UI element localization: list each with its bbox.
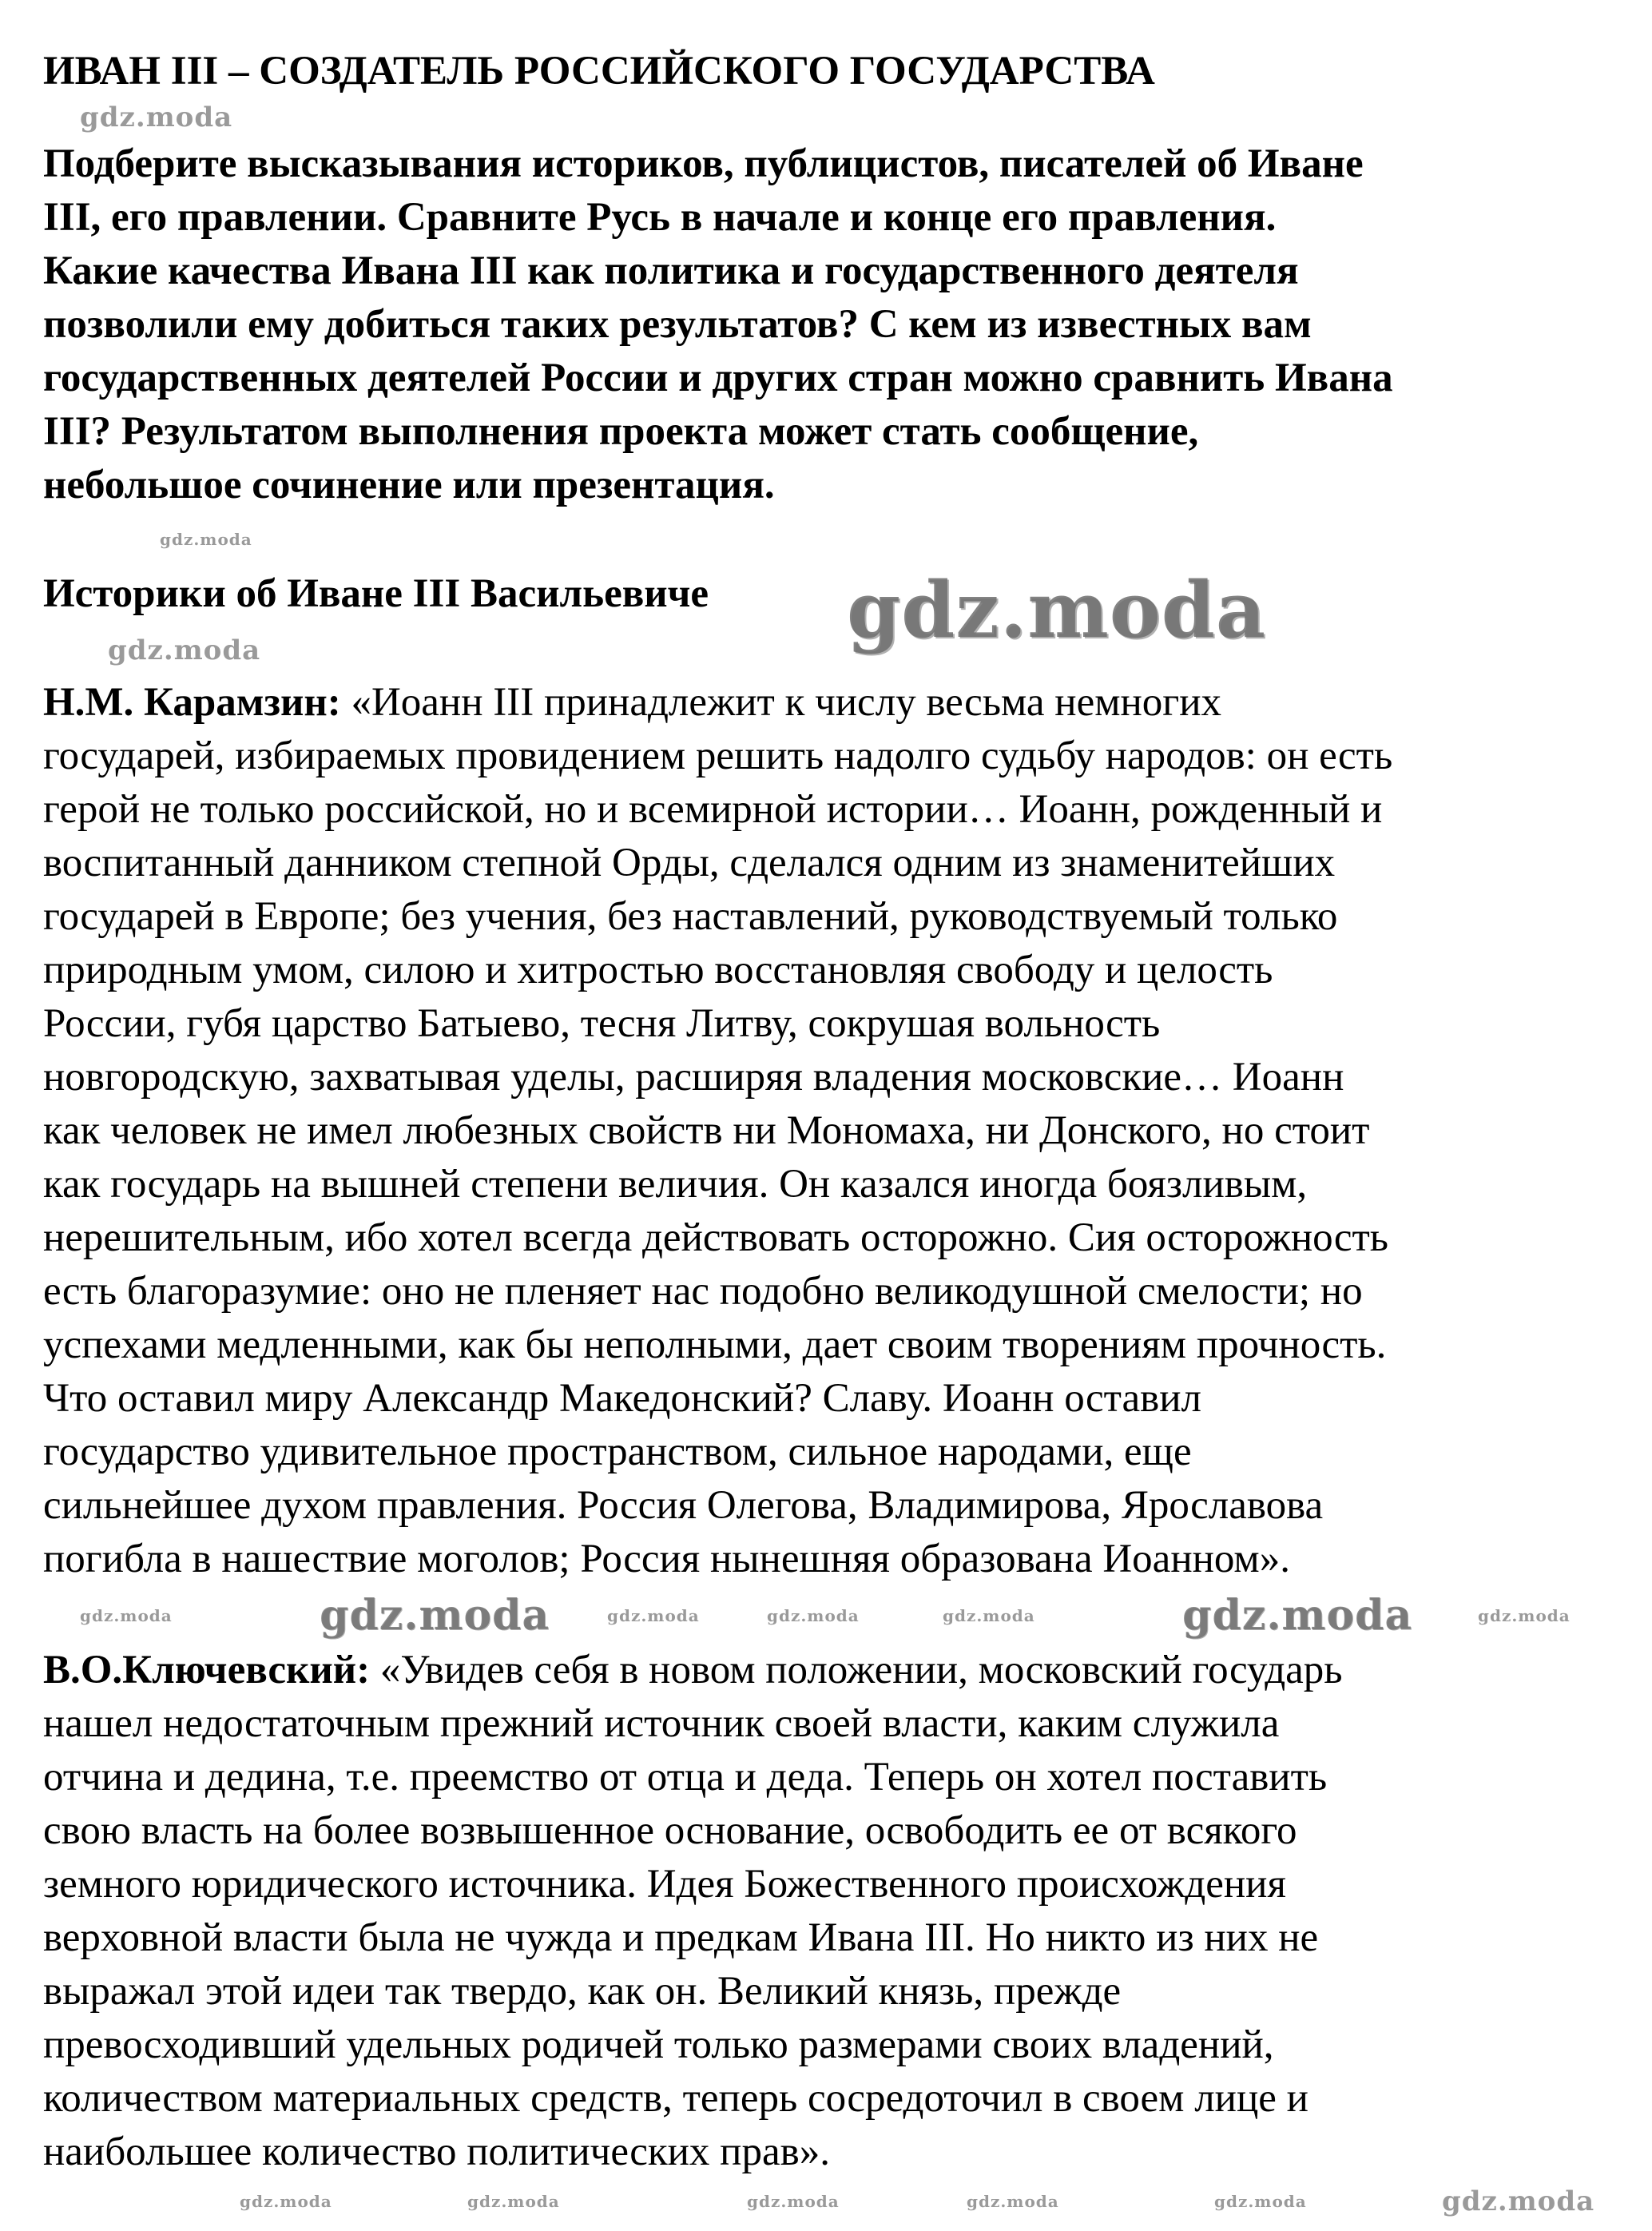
quote-first-line bbox=[43, 676, 1221, 730]
quote-text: «Увидев себя в новом положении, московский государь bbox=[370, 1648, 1343, 1692]
text-line: природным умом, силою и хитростью восстановляя свободу и целость bbox=[43, 948, 1273, 992]
watermark: gdz.moda bbox=[967, 2192, 1059, 2211]
text-line: новгородскую, захватывая уделы, расширяя владения московские… Иоанн bbox=[43, 1055, 1344, 1100]
text-line: нерешительным, ибо хотел всегда действовать осторожно. Сия осторожность bbox=[43, 1215, 1389, 1260]
text-line: III, его правлении. Сравните Русь в начале и конце его правления. bbox=[43, 195, 1277, 240]
text-line: есть благоразумие: оно не пленяет нас подобно великодушной смелости; но bbox=[43, 1269, 1363, 1314]
watermark: gdz.moda bbox=[160, 530, 252, 549]
text-line: воспитанный данником степной Орды, сделался одним из знаменитейших bbox=[43, 841, 1336, 885]
text-line: Что оставил миру Александр Македонский? Славу. Иоанн оставил bbox=[43, 1376, 1201, 1421]
text-line: государей, избираемых провидением решить надолго судьбу народов: он есть bbox=[43, 734, 1393, 778]
quote-first-line bbox=[43, 1644, 1343, 1697]
text-line: III? Результатом выполнения проекта может стать сообщение, bbox=[43, 409, 1199, 454]
watermark: gdz.moda bbox=[767, 1606, 860, 1625]
watermark: gdz.moda bbox=[847, 565, 1267, 655]
text-line: государство удивительное пространством, сильное народами, еще bbox=[43, 1430, 1192, 1474]
quote-author: Н.М. Карамзин: bbox=[43, 680, 341, 725]
text-line: как государь на вышней степени величия. Он казался иногда боязливым, bbox=[43, 1162, 1308, 1207]
quote-author: В.О.Ключевский: bbox=[43, 1648, 371, 1692]
watermark: gdz.moda bbox=[467, 2192, 560, 2211]
text-line: выражал этой идеи так твердо, как он. Великий князь, прежде bbox=[43, 1969, 1122, 2014]
watermark: gdz.moda bbox=[1214, 2192, 1307, 2211]
text-line: успехами медленными, как бы неполными, дает своим творениям прочность. bbox=[43, 1322, 1387, 1367]
section-heading-text: Историки об Иване III Васильевиче bbox=[43, 571, 709, 616]
watermark: gdz.moda bbox=[108, 634, 261, 666]
watermark: gdz.moda bbox=[80, 1606, 173, 1625]
klyuchevsky-quote bbox=[43, 1644, 1628, 2179]
watermark: gdz.moda bbox=[1478, 1606, 1571, 1625]
watermark: gdz.moda bbox=[943, 1606, 1035, 1625]
text-line: сильнейшее духом правления. Россия Олегова, Владимирова, Ярославова bbox=[43, 1483, 1324, 1528]
text-line: Подберите высказывания историков, публицистов, писателей об Иване bbox=[43, 141, 1364, 186]
text-line: нашел недостаточным прежний источник своей власти, каким служила bbox=[43, 1701, 1280, 1746]
text-line: количеством материальных средств, теперь сосредоточил в своем лице и bbox=[43, 2076, 1308, 2121]
task-paragraph bbox=[43, 137, 1628, 512]
quote-text: «Иоанн III принадлежит к числу весьма немногих bbox=[340, 680, 1221, 725]
watermark: gdz.moda bbox=[80, 101, 233, 133]
text-line: как человек не имел любезных свойств ни Мономаха, ни Донского, но стоит bbox=[43, 1108, 1370, 1153]
text-line: верховной власти была не чужда и предкам Ивана III. Но никто из них не bbox=[43, 1915, 1319, 1960]
text-line: земного юридического источника. Идея Божественного происхождения bbox=[43, 1862, 1286, 1907]
text-line: государственных деятелей России и других стран можно сравнить Ивана bbox=[43, 356, 1393, 400]
title-text: ИВАН III – СОЗДАТЕЛЬ РОССИЙСКОГО ГОСУДАРСТВА bbox=[43, 49, 1155, 93]
text-line: небольшое сочинение или презентация. bbox=[43, 463, 775, 507]
text-line: России, губя царство Батыево, тесня Литву, сокрушая вольность bbox=[43, 1001, 1161, 1046]
text-line: герой не только российской, но и всемирной истории… Иоанн, рожденный и bbox=[43, 787, 1383, 832]
karamzin-quote bbox=[43, 676, 1628, 1586]
text-line: отчина и дедина, т.е. преемство от отца и деда. Теперь он хотел поставить bbox=[43, 1755, 1328, 1800]
text-line: позволили ему добиться таких результатов? С кем из известных вам bbox=[43, 302, 1312, 347]
watermark: gdz.moda bbox=[747, 2192, 840, 2211]
text-line: наибольшее количество политических прав». bbox=[43, 2130, 830, 2174]
text-line: превосходивший удельных родичей только размерами своих владений, bbox=[43, 2022, 1274, 2067]
watermark: gdz.moda bbox=[1182, 1591, 1413, 1640]
text-line: государей в Европе; без учения, без наставлений, руководствуемый только bbox=[43, 894, 1338, 939]
text-line: погибла в нашествие моголов; Россия нынешняя образована Иоанном». bbox=[43, 1537, 1290, 1581]
text-line: свою власть на более возвышенное основание, освободить ее от всякого bbox=[43, 1808, 1297, 1853]
section-heading bbox=[43, 567, 1628, 621]
watermark: gdz.moda bbox=[1442, 2185, 1595, 2217]
watermark: gdz.moda bbox=[607, 1606, 700, 1625]
page-title bbox=[43, 45, 1628, 98]
watermark: gdz.moda bbox=[240, 2192, 332, 2211]
text-line: Какие качества Ивана III как политика и государственного деятеля bbox=[43, 249, 1299, 293]
watermark: gdz.moda bbox=[320, 1591, 550, 1640]
